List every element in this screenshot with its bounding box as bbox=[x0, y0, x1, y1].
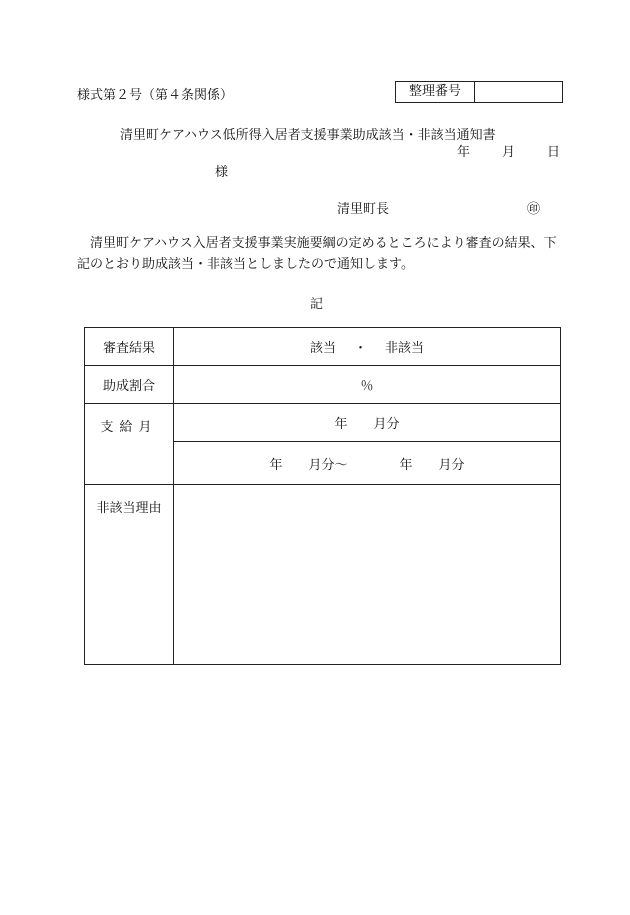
period-month-range[interactable]: 年 月分～ 年 月分 bbox=[174, 442, 561, 485]
period-label bbox=[85, 404, 174, 485]
table-row-result bbox=[85, 328, 561, 366]
document-title: 清里町ケアハウス低所得入居者支援事業助成該当・非該当通知書 bbox=[120, 128, 496, 143]
reference-number-value[interactable] bbox=[475, 82, 562, 102]
reason-value[interactable] bbox=[174, 485, 561, 665]
body-text: 清里町ケアハウス入居者支援事業実施要綱の定めるところにより審査の結果、下記のとおり助成該当・非該当としましたので通知します。 bbox=[77, 236, 557, 272]
date-year: 年 bbox=[457, 145, 471, 160]
period-single-month[interactable]: 年 月分 bbox=[174, 404, 561, 442]
issuer-name: 清里町長 bbox=[337, 202, 390, 217]
form-number: 様式第２号（第４条関係） bbox=[77, 88, 234, 103]
result-applicable[interactable]: 該当 bbox=[309, 341, 336, 356]
date-day: 日 bbox=[547, 145, 561, 160]
period-label-text: 支給月 bbox=[100, 420, 158, 435]
rate-label: 助成割合 bbox=[85, 366, 174, 404]
recipient-suffix: 様 bbox=[215, 165, 229, 180]
result-not-applicable[interactable]: 非該当 bbox=[385, 341, 425, 356]
seal-mark: ㊞ bbox=[527, 202, 541, 217]
ki-heading: 記 bbox=[310, 297, 324, 312]
detail-table bbox=[84, 327, 561, 665]
result-separator: ・ bbox=[353, 341, 367, 356]
result-value bbox=[174, 328, 561, 366]
date-month: 月 bbox=[502, 145, 516, 160]
table-row-reason bbox=[85, 485, 561, 665]
table-row-period bbox=[85, 404, 561, 442]
rate-value[interactable]: ％ bbox=[174, 366, 561, 404]
reference-number-label: 整理番号 bbox=[396, 82, 475, 102]
reference-number-box bbox=[395, 81, 563, 103]
table-row-rate bbox=[85, 366, 561, 404]
reason-label: 非該当理由 bbox=[85, 485, 174, 665]
result-label: 審査結果 bbox=[85, 328, 174, 366]
date-line bbox=[457, 141, 560, 160]
